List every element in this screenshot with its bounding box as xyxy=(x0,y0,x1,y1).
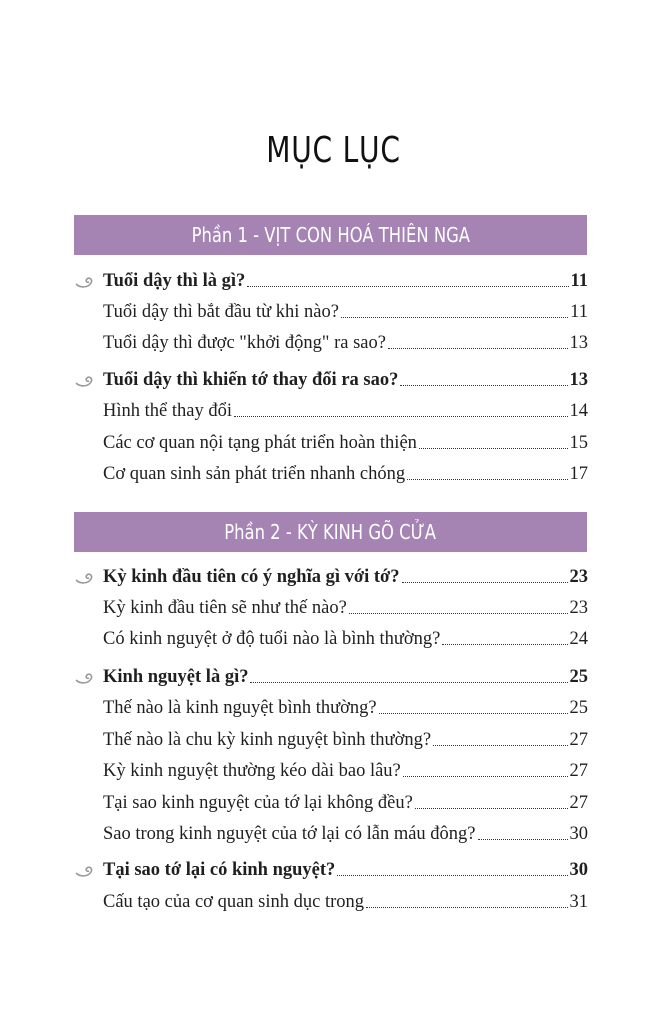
page-title: MỤC LỤC xyxy=(266,130,401,171)
page-number: 14 xyxy=(569,401,588,421)
section-heading: Phần 2 - KỲ KINH GÕ CỬA xyxy=(224,520,437,544)
entry-title: Tuổi dậy thì được "khởi động" ra sao? xyxy=(103,333,386,353)
toc-sub-entry[interactable] xyxy=(103,793,588,814)
entry-title: Thế nào là chu kỳ kinh nguyệt bình thường? xyxy=(103,730,432,750)
toc-main-entry[interactable] xyxy=(103,567,588,588)
entry-title: Kỳ kinh nguyệt thường kéo dài bao lâu? xyxy=(103,761,401,781)
dot-leader xyxy=(388,347,568,349)
section-banner xyxy=(74,512,587,552)
section-banner xyxy=(74,215,587,255)
page-number: 23 xyxy=(569,567,588,587)
swirl-icon xyxy=(74,275,96,291)
page-number: 27 xyxy=(569,793,588,813)
entry-title: Tuổi dậy thì là gì? xyxy=(103,271,246,291)
toc-sub-entry[interactable] xyxy=(103,730,588,751)
toc-main-entry[interactable] xyxy=(103,271,588,292)
toc-sub-entry[interactable] xyxy=(103,698,588,719)
toc-main-entry[interactable] xyxy=(103,860,588,881)
swirl-icon xyxy=(74,864,96,880)
entry-title: Kinh nguyệt là gì? xyxy=(103,667,249,687)
entry-title: Sao trong kinh nguyệt của tớ lại có lẫn máu đông? xyxy=(103,824,476,844)
dot-leader xyxy=(478,838,568,840)
dot-leader xyxy=(379,712,568,714)
page-number: 27 xyxy=(569,761,588,781)
entry-title: Kỳ kinh đầu tiên sẽ như thế nào? xyxy=(103,598,347,618)
page-number: 13 xyxy=(569,370,588,390)
page-number: 25 xyxy=(569,667,588,687)
dot-leader xyxy=(419,447,568,449)
entry-title: Có kinh nguyệt ở độ tuổi nào là bình thường? xyxy=(103,629,441,649)
page-number: 27 xyxy=(569,730,588,750)
entry-title: Kỳ kinh đầu tiên có ý nghĩa gì với tớ? xyxy=(103,567,400,587)
page-number: 31 xyxy=(569,892,588,912)
dot-leader xyxy=(415,807,568,809)
dot-leader xyxy=(341,316,568,318)
page-number: 24 xyxy=(569,629,588,649)
dot-leader xyxy=(442,643,567,645)
toc-sub-entry[interactable] xyxy=(103,401,588,422)
dot-leader xyxy=(250,681,567,683)
toc-sub-entry[interactable] xyxy=(103,302,588,323)
page-number: 23 xyxy=(569,598,588,618)
dot-leader xyxy=(337,874,567,876)
toc-sub-entry[interactable] xyxy=(103,464,588,485)
page-number: 11 xyxy=(570,302,588,322)
dot-leader xyxy=(400,384,567,386)
toc-sub-entry[interactable] xyxy=(103,433,588,454)
toc-sub-entry[interactable] xyxy=(103,333,588,354)
dot-leader xyxy=(247,285,568,287)
swirl-icon xyxy=(74,374,96,390)
dot-leader xyxy=(433,744,567,746)
dot-leader xyxy=(366,906,567,908)
toc-main-entry[interactable] xyxy=(103,667,588,688)
toc-sub-entry[interactable] xyxy=(103,892,588,913)
swirl-icon xyxy=(74,671,96,687)
toc-main-entry[interactable] xyxy=(103,370,588,391)
dot-leader xyxy=(402,581,568,583)
toc-sub-entry[interactable] xyxy=(103,629,588,650)
entry-title: Hình thể thay đổi xyxy=(103,401,232,421)
entry-title: Cơ quan sinh sản phát triển nhanh chóng xyxy=(103,464,406,484)
entry-title: Cấu tạo của cơ quan sinh dục trong xyxy=(103,892,365,912)
entry-title: Tại sao tớ lại có kinh nguyệt? xyxy=(103,860,336,880)
page-number: 13 xyxy=(569,333,588,353)
page-number: 11 xyxy=(570,271,588,291)
entry-title: Các cơ quan nội tạng phát triển hoàn thiện xyxy=(103,433,417,453)
swirl-icon xyxy=(74,571,96,587)
dot-leader xyxy=(234,415,568,417)
dot-leader xyxy=(407,478,567,480)
toc-sub-entry[interactable] xyxy=(103,761,588,782)
entry-title: Tuổi dậy thì bắt đầu từ khi nào? xyxy=(103,302,339,322)
toc-sub-entry[interactable] xyxy=(103,598,588,619)
page-number: 17 xyxy=(569,464,588,484)
dot-leader xyxy=(403,775,568,777)
page-number: 25 xyxy=(569,698,588,718)
page-number: 15 xyxy=(569,433,588,453)
toc-sub-entry[interactable] xyxy=(103,824,588,845)
section-heading: Phần 1 - VỊT CON HOÁ THIÊN NGA xyxy=(191,223,470,247)
entry-title: Tại sao kinh nguyệt của tớ lại không đều? xyxy=(103,793,413,813)
entry-title: Thế nào là kinh nguyệt bình thường? xyxy=(103,698,377,718)
dot-leader xyxy=(349,612,568,614)
entry-title: Tuổi dậy thì khiến tớ thay đổi ra sao? xyxy=(103,370,399,390)
page-number: 30 xyxy=(569,860,588,880)
page-number: 30 xyxy=(569,824,588,844)
